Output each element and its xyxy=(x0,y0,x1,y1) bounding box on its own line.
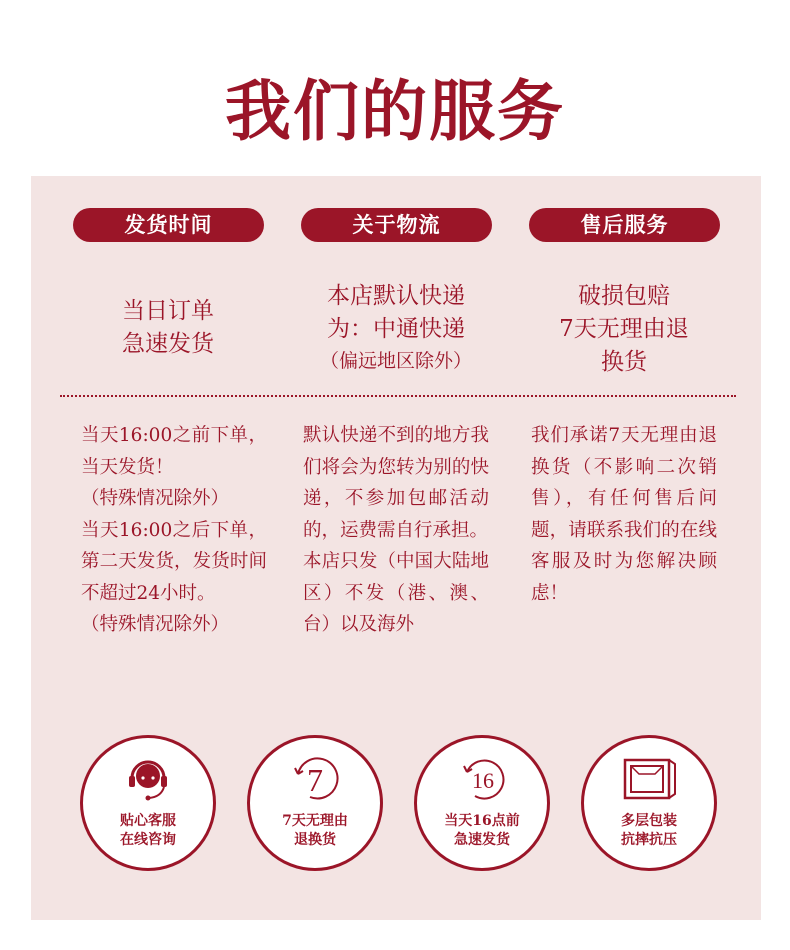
headline-line: 7天无理由退 xyxy=(559,316,689,342)
badge-caption-line: 退换货 xyxy=(294,832,336,848)
badge-caption-line: 在线咨询 xyxy=(120,832,176,848)
seven-days-icon xyxy=(250,752,380,806)
pill-after-sales: 售后服务 xyxy=(529,208,720,242)
customer-service-headset-icon xyxy=(83,752,213,806)
badge-sixteen-hours xyxy=(414,735,550,871)
page-title: 我们的服务 xyxy=(225,72,565,150)
headline-note: （偏远地区除外） xyxy=(319,350,472,372)
dotted-divider xyxy=(60,395,736,397)
headline-line: 换货 xyxy=(601,349,647,375)
body-paragraph: （特殊情况除外） xyxy=(81,614,230,635)
badge-seven-days xyxy=(247,735,383,871)
headline-line: 本店默认快递 xyxy=(327,283,465,309)
badge-packaging xyxy=(581,735,717,871)
body-paragraph: 当天16:00之后下单，第二天发货，发货时间不超过24小时。 xyxy=(81,519,267,604)
body-paragraph: 本店只发（中国大陆地区）不发（港、澳、台）以及海外 xyxy=(303,551,489,635)
badge-caption xyxy=(417,812,547,850)
badge-caption-line: 贴心客服 xyxy=(120,813,176,829)
shipping-headline xyxy=(48,295,288,361)
badge-caption xyxy=(250,812,380,850)
body-paragraph: 当天16:00之前下单，当天发货！ xyxy=(81,425,267,478)
headline-line: 为：中通快递 xyxy=(327,316,465,342)
sixteen-glyph: 16 xyxy=(472,768,494,793)
badge-caption xyxy=(83,812,213,850)
headline-line: 当日订单 xyxy=(122,298,214,324)
shipping-body xyxy=(81,420,267,641)
logistics-body xyxy=(303,420,489,641)
pill-shipping-time: 发货时间 xyxy=(73,208,264,242)
body-paragraph: （特殊情况除外） xyxy=(81,488,230,509)
services-panel xyxy=(31,176,761,920)
headline-line: 破损包赔 xyxy=(578,283,670,309)
body-paragraph: 默认快递不到的地方我们将会为您转为别的快递，不参加包邮活动的，运费需自行承担。 xyxy=(303,425,489,541)
logistics-headline xyxy=(276,280,516,376)
after-sales-body xyxy=(531,420,717,609)
pill-logistics: 关于物流 xyxy=(301,208,492,242)
sixteen-clock-icon xyxy=(417,752,547,806)
badge-caption-line: 抗摔抗压 xyxy=(621,832,677,848)
body-paragraph: 我们承诺7天无理由退换货（不影响二次销售），有任何售后问题，请联系我们的在线客服及时为您解决顾虑！ xyxy=(531,425,717,604)
badge-customer-service xyxy=(80,735,216,871)
badge-caption-line: 7天无理由 xyxy=(282,813,348,829)
after-sales-headline xyxy=(504,280,744,379)
badge-caption-line: 多层包装 xyxy=(621,813,677,829)
badge-caption xyxy=(584,812,714,850)
headline-line: 急速发货 xyxy=(122,331,214,357)
seven-glyph: 7 xyxy=(307,762,323,798)
package-box-icon xyxy=(584,752,714,806)
badge-caption-line: 当天16点前 xyxy=(444,813,520,829)
badge-caption-line: 急速发货 xyxy=(454,832,510,848)
